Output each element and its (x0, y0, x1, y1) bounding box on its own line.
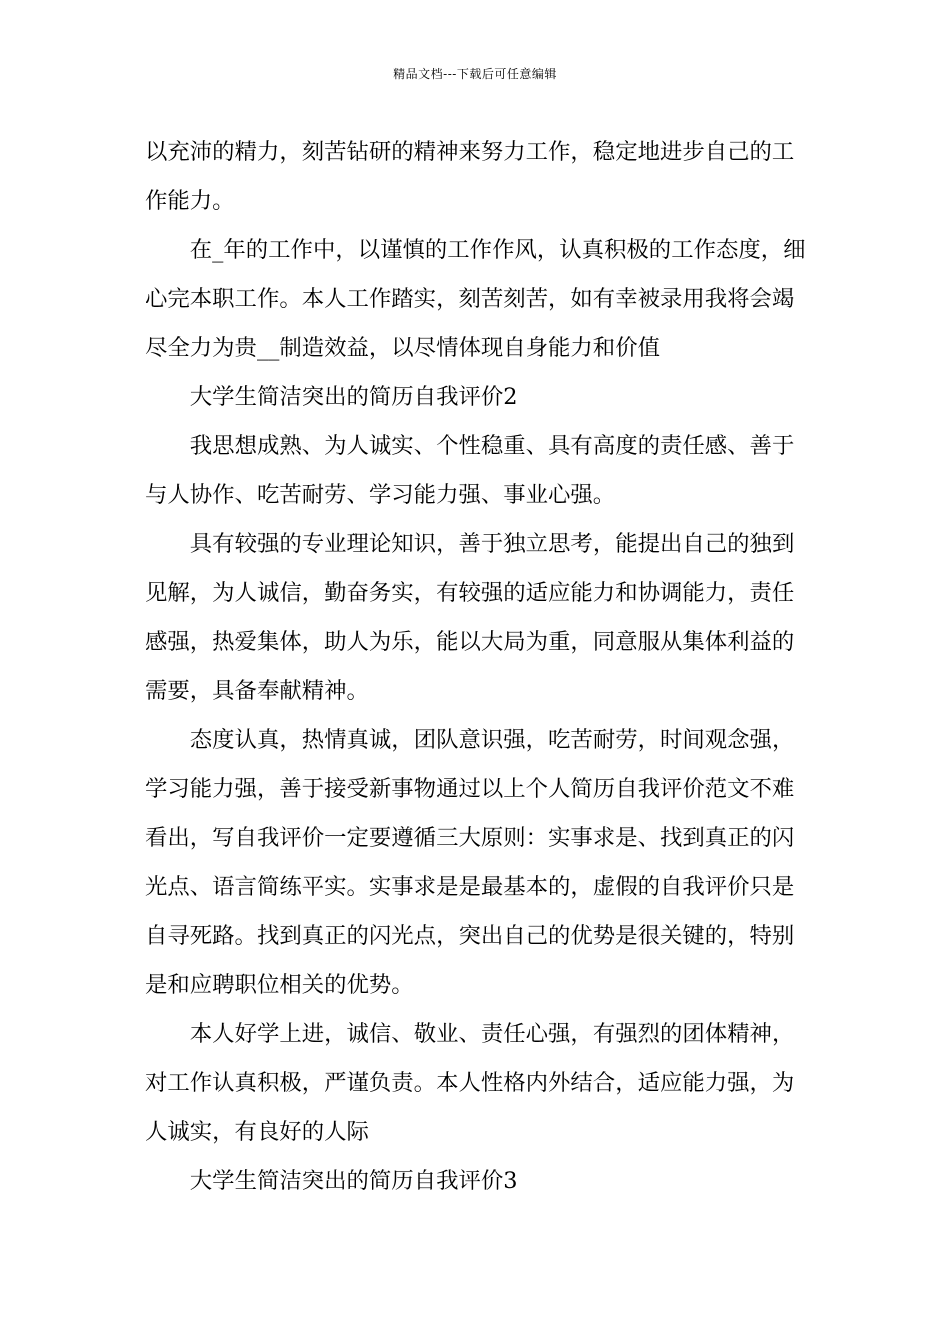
section-heading-2: 大学生简洁突出的简历自我评价2 (189, 384, 518, 410)
paragraph-6: 本人好学上进，诚信、敬业、责任心强，有强烈的团体精神，对工作认真积极，严谨负责。本人性格内外结合，适应能力强，为人诚实，有良好的人际 (145, 1021, 795, 1145)
paragraph-2: 在_年的工作中，以谨慎的工作作风，认真积极的工作态度，细心完本职工作。本人工作踏实，刻苦刻苦，如有幸被录用我将会竭尽全力为贵__制造效益，以尽情体现自身能力和价值 (145, 237, 806, 361)
paragraph-1: 以充沛的精力，刻苦钻研的精神来努力工作，稳定地进步自己的工作能力。 (145, 139, 795, 214)
page-header: 精品文档---下载后可任意编辑 (393, 67, 557, 81)
paragraph-4: 具有较强的专业理论知识，善于独立思考，能提出自己的独到见解，为人诚信，勤奋务实，有较强的适应能力和协调能力，责任感强，热爱集体，助人为乐，能以大局为重，同意服从集体利益的需要，具备奉献精神。 (145, 531, 795, 704)
paragraph-3: 我思想成熟、为人诚实、个性稳重、具有高度的责任感、善于与人协作、吃苦耐劳、学习能力强、事业心强。 (145, 433, 795, 508)
paragraph-5: 态度认真，热情真诚，团队意识强，吃苦耐劳，时间观念强，学习能力强，善于接受新事物通过以上个人简历自我评价范文不难看出，写自我评价一定要遵循三大原则：实事求是、找到真正的闪光点、语言简练平实。实事求是是最基本的，虚假的自我评价只是自寻死路。找到真正的闪光点，突出自己的优势是很关键的，特别是和应聘职位相关的优势。 (145, 727, 795, 998)
section-heading-3: 大学生简洁突出的简历自我评价3 (189, 1168, 518, 1194)
document-body (145, 128, 807, 1206)
